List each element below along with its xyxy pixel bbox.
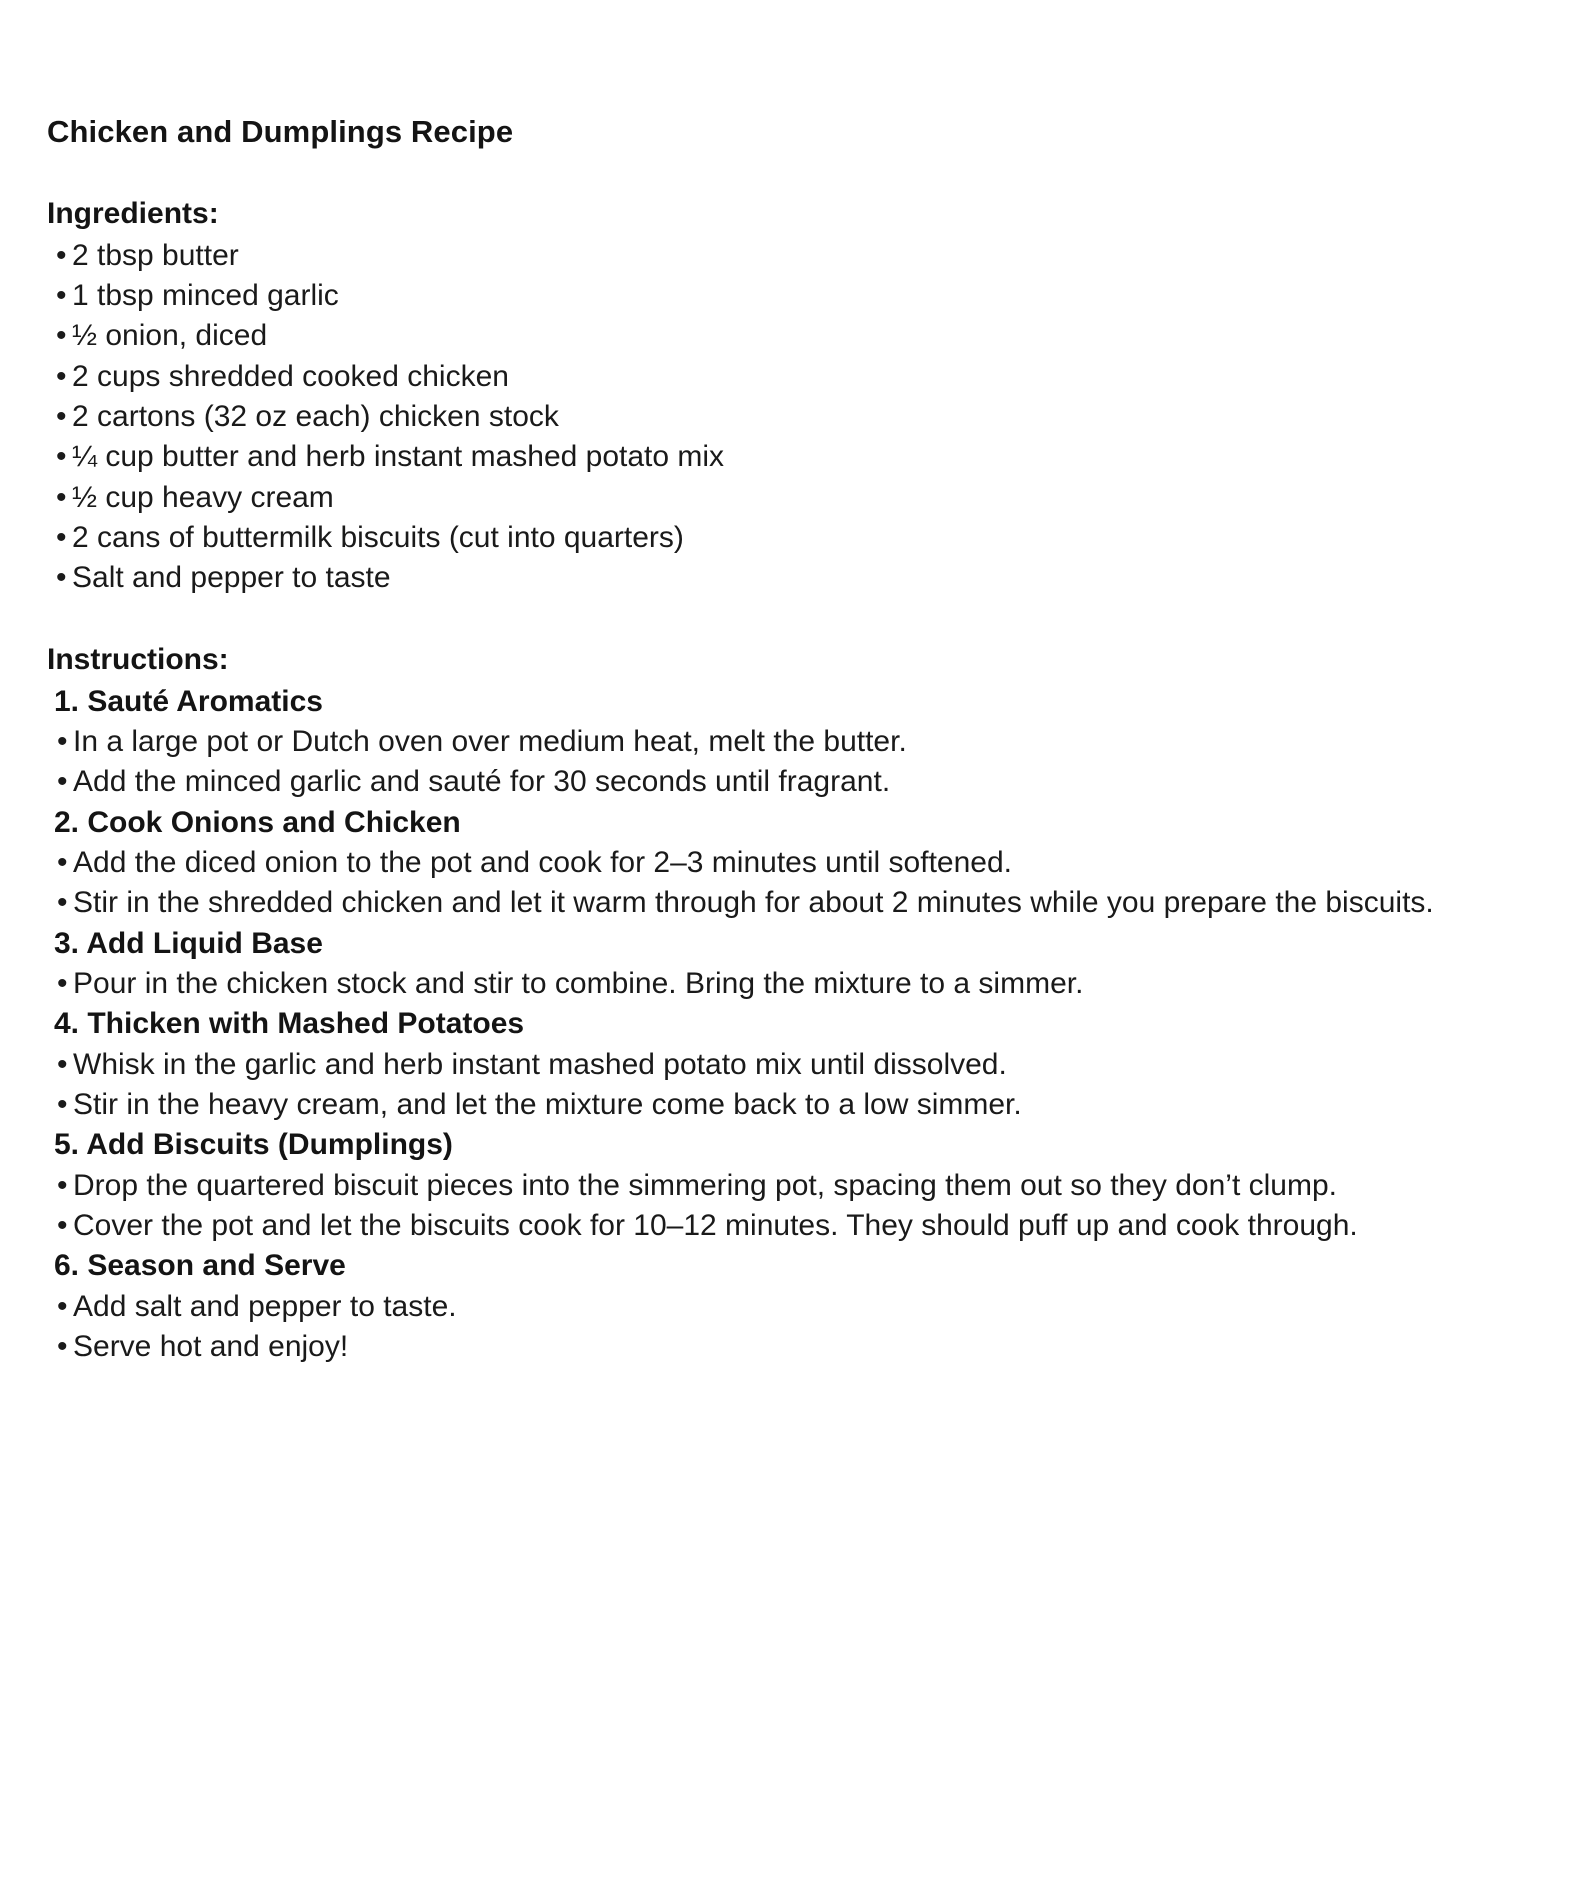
page-title: Chicken and Dumplings Recipe — [47, 114, 514, 149]
instruction-step-heading: 5. Add Biscuits (Dumplings) — [54, 1128, 453, 1162]
instruction-step-list — [47, 1166, 1523, 1247]
instruction-step-list — [47, 843, 1523, 924]
instruction-step-list — [47, 1287, 1523, 1368]
instruction-step — [47, 1125, 1523, 1246]
list-item-label: Drop the quartered biscuit pieces into the simmering pot, spacing them out so they don’t clump. — [73, 1168, 1337, 1202]
list-item-label: Serve hot and enjoy! — [73, 1330, 349, 1364]
list-item-label: ½ onion, diced — [72, 319, 268, 353]
list-item — [47, 1166, 1523, 1206]
instruction-step — [47, 1246, 1523, 1367]
ingredients-list — [47, 236, 1523, 599]
list-item — [47, 478, 1523, 518]
list-item — [47, 843, 1523, 883]
list-item-label: Add the minced garlic and sauté for 30 seconds until fragrant. — [73, 765, 891, 799]
list-item — [47, 722, 1523, 762]
ingredients-section — [47, 194, 1523, 599]
list-item-label: Stir in the heavy cream, and let the mixture come back to a low simmer. — [73, 1087, 1022, 1121]
instruction-step — [47, 803, 1523, 924]
list-item-label: Salt and pepper to taste — [72, 561, 391, 595]
list-item — [47, 276, 1523, 316]
instruction-step-heading: 1. Sauté Aromatics — [54, 684, 323, 718]
instruction-step-heading: 6. Season and Serve — [54, 1249, 346, 1283]
list-item — [47, 1327, 1523, 1367]
list-item-label: In a large pot or Dutch oven over medium heat, melt the butter. — [73, 724, 907, 758]
list-item-label: Add the diced onion to the pot and cook for 2–3 minutes until softened. — [73, 845, 1012, 879]
list-item-label: Pour in the chicken stock and stir to combine. Bring the mixture to a simmer. — [73, 966, 1084, 1000]
list-item — [47, 1045, 1523, 1085]
list-item — [47, 437, 1523, 477]
ingredients-heading: Ingredients: — [47, 196, 219, 230]
list-item-label: ¼ cup butter and herb instant mashed potato mix — [72, 440, 725, 474]
steps-container — [47, 682, 1523, 1368]
list-item — [47, 762, 1523, 802]
list-item-label: ½ cup heavy cream — [72, 480, 334, 514]
list-item-label: Stir in the shredded chicken and let it warm through for about 2 minutes while you prepare the biscuits. — [73, 886, 1434, 920]
list-item — [47, 1085, 1523, 1125]
list-item-label: Whisk in the garlic and herb instant mashed potato mix until dissolved. — [73, 1047, 1007, 1081]
instructions-section — [47, 640, 1523, 1368]
list-item — [47, 964, 1523, 1004]
instruction-step-heading: 3. Add Liquid Base — [54, 926, 323, 960]
list-item-label: 2 cans of buttermilk biscuits (cut into quarters) — [72, 520, 684, 554]
list-item-label: 2 cartons (32 oz each) chicken stock — [72, 399, 559, 433]
list-item-label: 1 tbsp minced garlic — [72, 278, 339, 312]
list-item-label: Cover the pot and let the biscuits cook for 10–12 minutes. They should puff up and cook through. — [73, 1209, 1358, 1243]
list-item-label: Add salt and pepper to taste. — [73, 1289, 457, 1323]
list-item — [47, 236, 1523, 276]
list-item-label: 2 tbsp butter — [72, 238, 239, 272]
list-item — [47, 316, 1523, 356]
instruction-step — [47, 924, 1523, 1005]
instruction-step-list — [47, 1045, 1523, 1126]
list-item — [47, 518, 1523, 558]
list-item — [47, 357, 1523, 397]
section-spacer — [47, 599, 1523, 640]
instruction-step — [47, 1004, 1523, 1125]
list-item — [47, 558, 1523, 598]
instructions-heading: Instructions: — [47, 642, 229, 676]
list-item — [47, 1287, 1523, 1327]
list-item — [47, 397, 1523, 437]
list-item — [47, 883, 1523, 923]
instruction-step-list — [47, 722, 1523, 803]
instruction-step-list — [47, 964, 1523, 1004]
list-item-label: 2 cups shredded cooked chicken — [72, 359, 509, 393]
list-item — [47, 1206, 1523, 1246]
instruction-step — [47, 682, 1523, 803]
instruction-step-heading: 4. Thicken with Mashed Potatoes — [54, 1007, 525, 1041]
instruction-step-heading: 2. Cook Onions and Chicken — [54, 805, 461, 839]
